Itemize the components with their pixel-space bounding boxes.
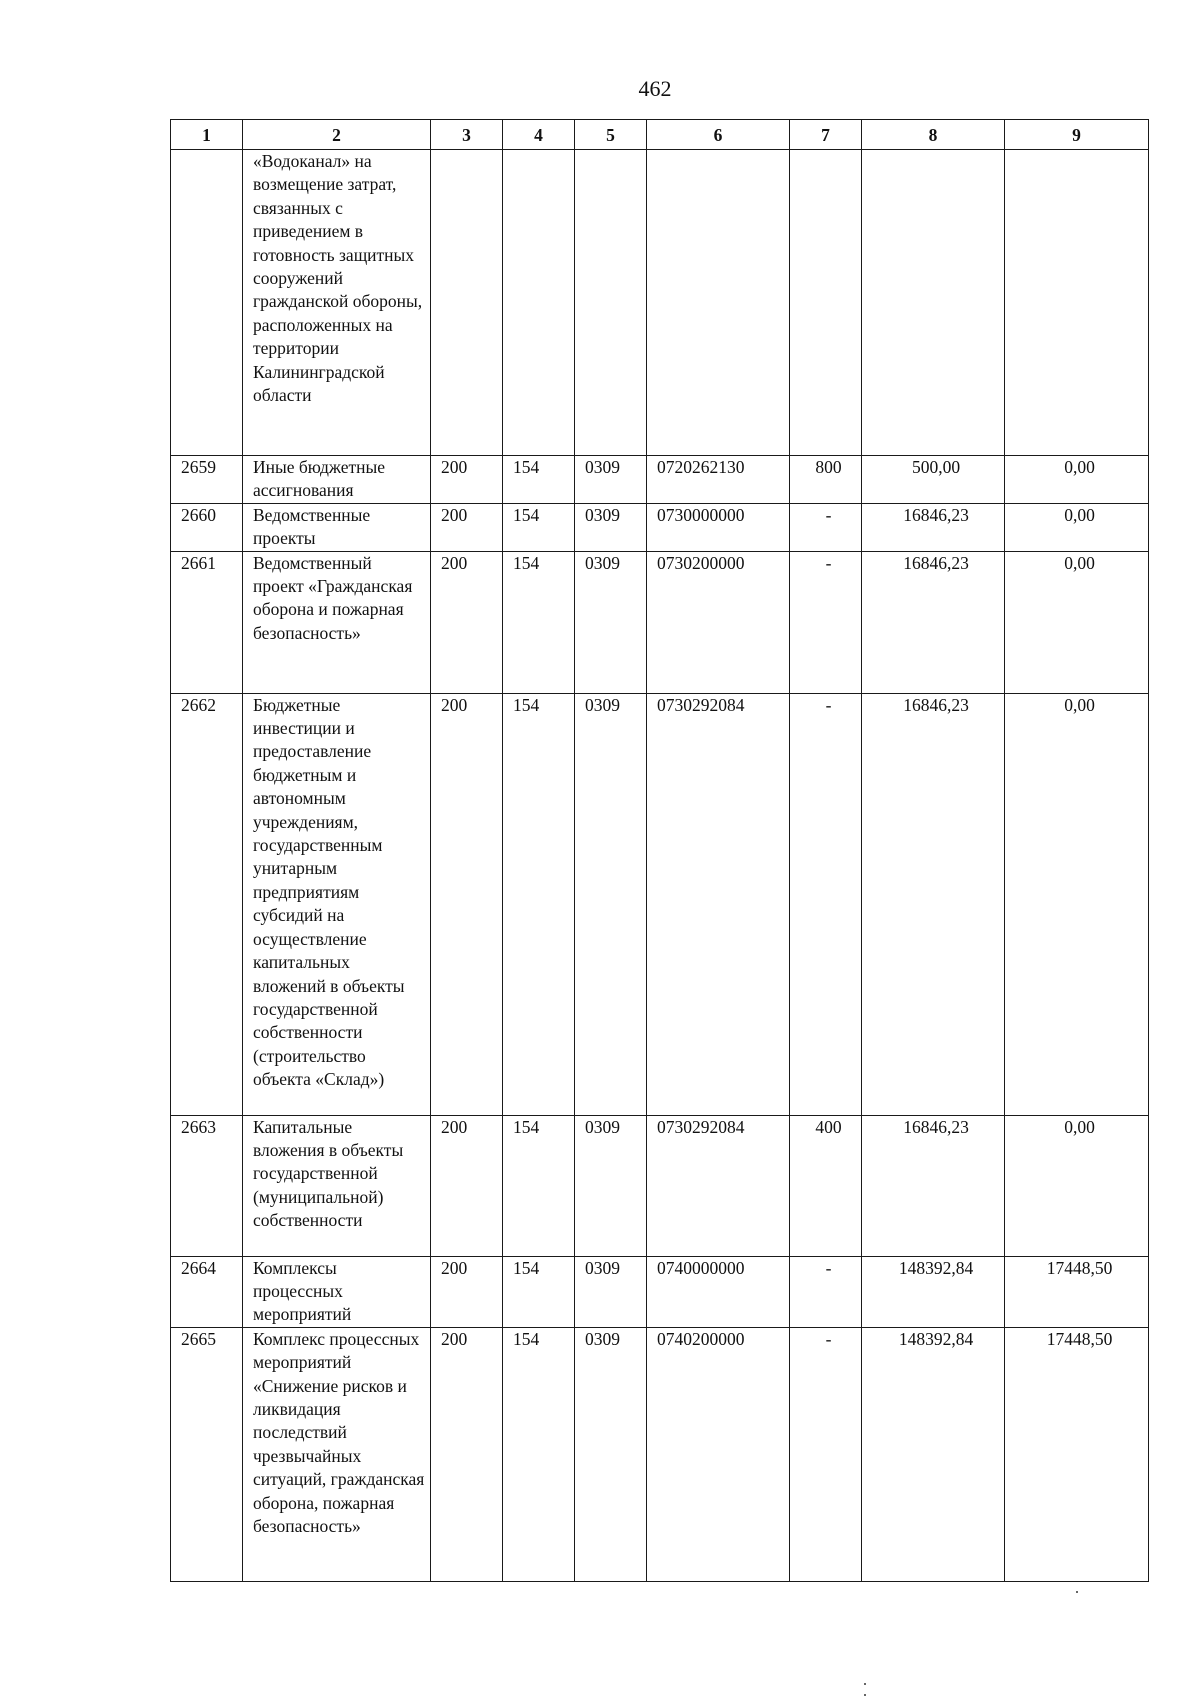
cell-col-6: 0730200000 — [647, 551, 790, 693]
cell-col-4: 154 — [503, 503, 575, 551]
cell-col-3: 200 — [431, 693, 503, 1115]
cell-col-8: 500,00 — [862, 456, 1005, 504]
table-body — [171, 150, 1149, 1582]
cell-col-3 — [431, 150, 503, 456]
scan-mark — [864, 1683, 866, 1685]
cell-col-8: 16846,23 — [862, 551, 1005, 693]
row-name: Комплекс процессных мероприятий «Снижение рисков и ликвидация последствий чрезвычайных ситуаций, гражданская оборона, пожарная безопасность» — [243, 1327, 431, 1581]
cell-col-5: 0309 — [575, 551, 647, 693]
cell-col-3: 200 — [431, 503, 503, 551]
table-row — [171, 551, 1149, 693]
cell-col-9: 0,00 — [1005, 1115, 1149, 1256]
cell-col-6: 0730000000 — [647, 503, 790, 551]
column-header: 3 — [431, 120, 503, 150]
cell-col-5: 0309 — [575, 503, 647, 551]
row-name: Капитальные вложения в объекты государственной (муниципальной) собственности — [243, 1115, 431, 1256]
table-row — [171, 1256, 1149, 1327]
scan-mark — [1076, 1591, 1078, 1593]
page-number: 462 — [638, 76, 672, 101]
cell-col-5 — [575, 150, 647, 456]
row-name: Комплексы процессных мероприятий — [243, 1256, 431, 1327]
cell-col-4: 154 — [503, 1256, 575, 1327]
row-number: 2660 — [171, 503, 243, 551]
cell-col-4: 154 — [503, 456, 575, 504]
cell-col-6: 0730292084 — [647, 693, 790, 1115]
table-row — [171, 1115, 1149, 1256]
table-row — [171, 503, 1149, 551]
cell-col-9: 17448,50 — [1005, 1327, 1149, 1581]
cell-col-4: 154 — [503, 1115, 575, 1256]
column-header: 8 — [862, 120, 1005, 150]
budget-table — [170, 119, 1149, 1582]
row-number: 2662 — [171, 693, 243, 1115]
column-header: 4 — [503, 120, 575, 150]
table-row — [171, 1327, 1149, 1581]
column-header: 2 — [243, 120, 431, 150]
row-name: Ведомственные проекты — [243, 503, 431, 551]
column-header: 5 — [575, 120, 647, 150]
cell-col-8: 16846,23 — [862, 693, 1005, 1115]
cell-col-7: 800 — [790, 456, 862, 504]
cell-col-7: 400 — [790, 1115, 862, 1256]
cell-col-9: 0,00 — [1005, 456, 1149, 504]
cell-col-3: 200 — [431, 456, 503, 504]
cell-col-8: 16846,23 — [862, 503, 1005, 551]
cell-col-6: 0740000000 — [647, 1256, 790, 1327]
scan-mark — [864, 1694, 866, 1696]
cell-col-6: 0730292084 — [647, 1115, 790, 1256]
header-row — [171, 120, 1149, 150]
cell-col-5: 0309 — [575, 1256, 647, 1327]
row-name: Иные бюджетные ассигнования — [243, 456, 431, 504]
column-header: 7 — [790, 120, 862, 150]
cell-col-9: 0,00 — [1005, 551, 1149, 693]
cell-col-7: - — [790, 1256, 862, 1327]
cell-col-5: 0309 — [575, 1327, 647, 1581]
cell-col-7: - — [790, 551, 862, 693]
column-header: 6 — [647, 120, 790, 150]
row-number: 2659 — [171, 456, 243, 504]
row-number: 2661 — [171, 551, 243, 693]
table-row — [171, 150, 1149, 456]
cell-col-6: 0720262130 — [647, 456, 790, 504]
cell-col-4: 154 — [503, 1327, 575, 1581]
cell-col-3: 200 — [431, 1256, 503, 1327]
cell-col-3: 200 — [431, 1115, 503, 1256]
row-name: Ведомственный проект «Гражданская оборона и пожарная безопасность» — [243, 551, 431, 693]
cell-col-7: - — [790, 693, 862, 1115]
cell-col-6 — [647, 150, 790, 456]
cell-col-8: 148392,84 — [862, 1327, 1005, 1581]
cell-col-7: - — [790, 503, 862, 551]
cell-col-5: 0309 — [575, 456, 647, 504]
row-number: 2663 — [171, 1115, 243, 1256]
cell-col-5: 0309 — [575, 693, 647, 1115]
cell-col-7 — [790, 150, 862, 456]
cell-col-8: 148392,84 — [862, 1256, 1005, 1327]
row-number: 2665 — [171, 1327, 243, 1581]
cell-col-5: 0309 — [575, 1115, 647, 1256]
table-row — [171, 693, 1149, 1115]
cell-col-4 — [503, 150, 575, 456]
cell-col-7: - — [790, 1327, 862, 1581]
cell-col-4: 154 — [503, 693, 575, 1115]
row-number: 2664 — [171, 1256, 243, 1327]
cell-col-6: 0740200000 — [647, 1327, 790, 1581]
row-name: Бюджетные инвестиции и предоставление бюджетным и автономным учреждениям, государственным унитарным предприятиям субсидий на осуществление капитальных вложений в объекты государственной собственности (строительство объекта «Склад») — [243, 693, 431, 1115]
table-row — [171, 456, 1149, 504]
table-header — [171, 120, 1149, 150]
cell-col-8: 16846,23 — [862, 1115, 1005, 1256]
column-header: 9 — [1005, 120, 1149, 150]
cell-col-9: 0,00 — [1005, 503, 1149, 551]
cell-col-4: 154 — [503, 551, 575, 693]
cell-col-3: 200 — [431, 1327, 503, 1581]
cell-col-8 — [862, 150, 1005, 456]
cell-col-3: 200 — [431, 551, 503, 693]
row-name: «Водоканал» на возмещение затрат, связанных с приведением в готовность защитных сооружений гражданской обороны, расположенных на территории Калининградской области — [243, 150, 431, 456]
cell-col-9: 17448,50 — [1005, 1256, 1149, 1327]
row-number — [171, 150, 243, 456]
cell-col-9 — [1005, 150, 1149, 456]
column-header: 1 — [171, 120, 243, 150]
cell-col-9: 0,00 — [1005, 693, 1149, 1115]
